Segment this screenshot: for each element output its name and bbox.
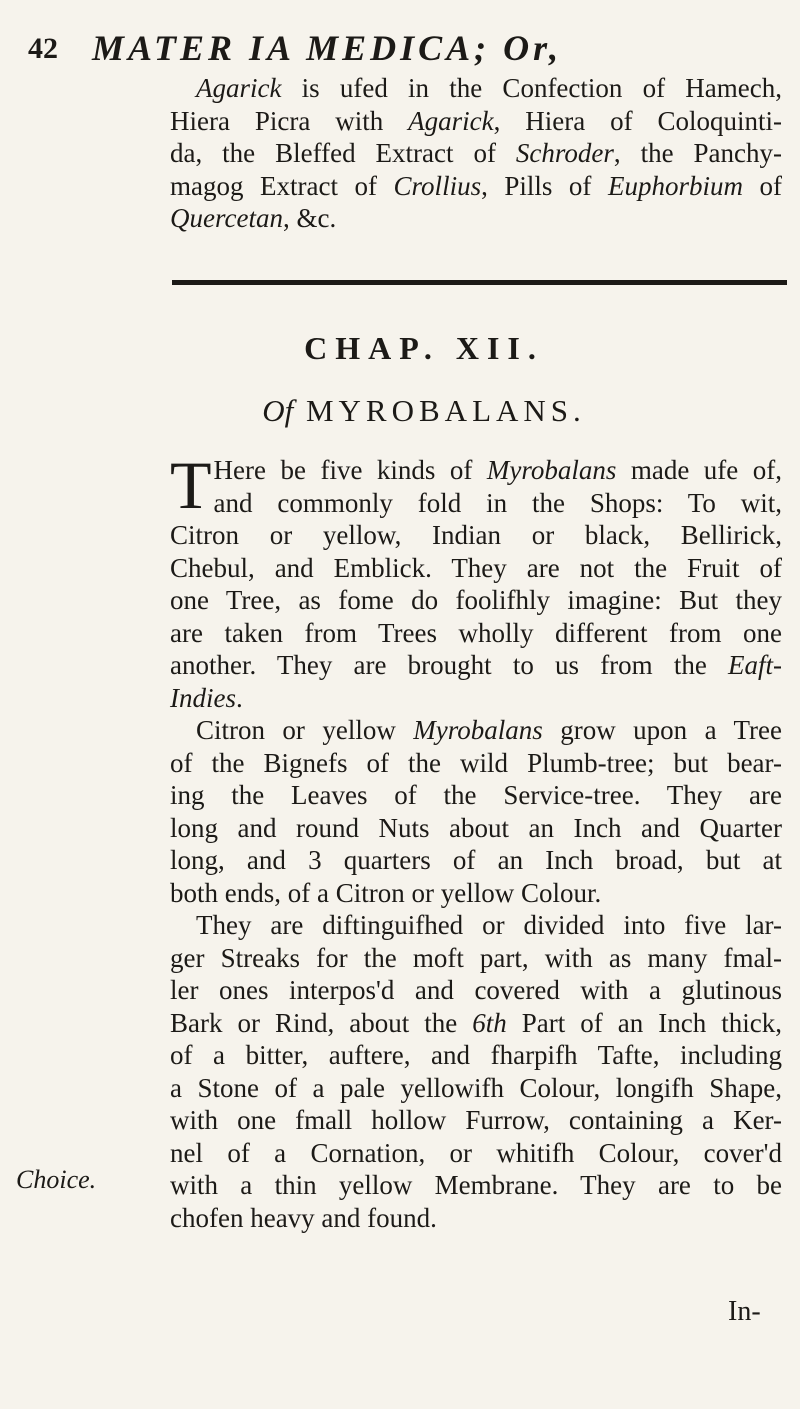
paragraph-1: [170, 447, 783, 714]
text-line: long and round Nuts about an Inch and Quarter: [170, 812, 782, 843]
text-line: chofen heavy and found.: [170, 1202, 437, 1233]
text-line: Agarick is ufed in the Confection of Hamech,: [196, 73, 782, 103]
text-line: magog Extract of Crollius, Pills of Euphorbium of: [170, 170, 782, 201]
text-line: both ends, of a Citron or yellow Colour.: [170, 877, 602, 908]
text-line: one Tree, as fome do foolifhly imagine: But they: [170, 585, 782, 615]
text-line: Bark or Rind, about the 6th Part of an Inch thick,: [170, 1007, 782, 1038]
text-line: Chebul, and Emblick. They are not the Fruit of: [170, 552, 782, 583]
drop-cap: T: [170, 447, 212, 523]
text-line: Indies.: [170, 682, 243, 713]
text-line: with one fmall hollow Furrow, containing a Ker-: [170, 1105, 782, 1135]
chapter-subject: Of MYROBALANS.: [262, 393, 586, 428]
running-head: MATER IA MEDICA; Or,: [92, 28, 563, 68]
text-line: long, and 3 quarters of an Inch broad, but at: [170, 845, 782, 875]
text-line: Citron or yellow Myrobalans grow upon a Tree: [196, 715, 782, 745]
paragraph-2: [170, 714, 782, 909]
top-paragraph: [170, 72, 782, 235]
paragraph-3: [170, 909, 782, 1234]
text-line: a Stone of a pale yellowifh Colour, longifh Shape,: [170, 1072, 782, 1103]
text-line: ger Streaks for the moft part, with as many fmal-: [170, 942, 782, 973]
text-line: Hiera Picra with Agarick, Hiera of Coloquinti-: [170, 105, 782, 136]
text-line: another. They are brought to us from the Eaft-: [170, 650, 782, 680]
text-line: da, the Bleffed Extract of Schroder, the Panchy-: [170, 138, 783, 168]
catchword: In-: [728, 1296, 761, 1327]
text-line: Here be five kinds of Myrobalans made ufe of,: [213, 455, 783, 485]
ornamental-rule: [172, 280, 787, 285]
text-line: and commonly fold in the Shops: To wit,: [213, 487, 782, 518]
page-number: 42: [28, 32, 58, 65]
text-line: Quercetan, &c.: [170, 203, 337, 233]
text-line: Citron or yellow, Indian or black, Bellirick,: [170, 520, 782, 550]
chapter-title: CHAP. XII.: [304, 330, 544, 366]
margin-note: Choice.: [16, 1165, 97, 1194]
text-line: with a thin yellow Membrane. They are to be: [170, 1170, 782, 1200]
text-line: of a bitter, auftere, and fharpifh Tafte, including: [170, 1040, 782, 1070]
text-line: of the Bignefs of the wild Plumb-tree; but bear-: [170, 747, 782, 778]
text-line: ing the Leaves of the Service-tree. They are: [170, 780, 782, 810]
text-line: nel of a Cornation, or whitifh Colour, cover'd: [170, 1137, 782, 1168]
text-line: They are diftinguifhed or divided into five lar-: [196, 910, 782, 940]
text-line: ler ones interpos'd and covered with a glutinous: [170, 975, 782, 1005]
text-line: are taken from Trees wholly different from one: [170, 617, 782, 648]
